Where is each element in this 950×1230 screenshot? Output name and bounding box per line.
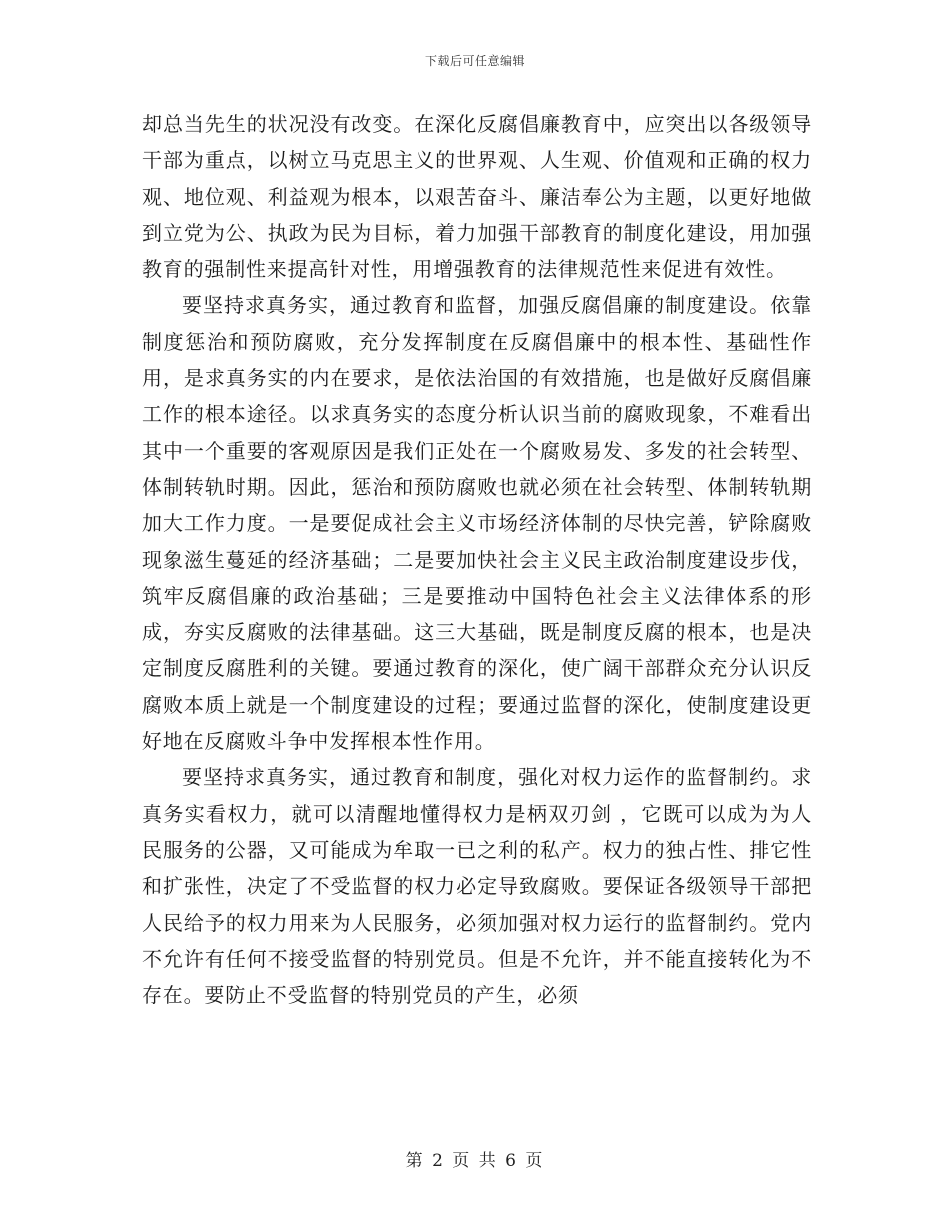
paragraph-1: 却总当先生的状况没有改变。在深化反腐倡廉教育中，应突出以各级领导干部为重点，以树立马克思主义的世界观、人生观、价值观和正确的权力观、地位观、利益观为根本，以艰苦奋斗、廉洁奉公为主题，以更好地做到立党为公、执政为民为目标，着力加强干部教育的制度化建设，用加强教育的强制性来提高针对性，用增强教育的法律规范性来促进有效性。 bbox=[142, 112, 812, 282]
page-number: 第 2 页 共 6 页 bbox=[405, 1151, 545, 1171]
paragraph-2: 要坚持求真务实，通过教育和监督，加强反腐倡廉的制度建设。依靠制度惩治和预防腐败，充分发挥制度在反腐倡廉中的根本性、基础性作用，是求真务实的内在要求，是依法治国的有效措施，也是做好反腐倡廉工作的根本途径。以求真务实的态度分析认识当前的腐败现象，不难看出其中一个重要的客观原因是我们正处在一个腐败易发、多发的社会转型、体制转轨时期。因此，惩治和预防腐败也就必须在社会转型、体制转轨期加大工作力度。一是要促成社会主义市场经济体制的尽快完善，铲除腐败现象滋生蔓延的经济基础；二是要加快社会主义民主政治制度建设步伐，筑牢反腐倡廉的政治基础；三是要推动中国特色社会主义法律体系的形成，夯实反腐败的法律基础。这三大基础，既是制度反腐的根本，也是决定制度反腐胜利的关键。要通过教育的深化，使广阔干部群众充分认识反腐败本质上就是一个制度建设的过程；要通过监督的深化，使制度建设更好地在反腐败斗争中发挥根本性作用。 bbox=[142, 293, 812, 754]
document-body bbox=[142, 106, 812, 1013]
paragraph-3: 要坚持求真务实，通过教育和制度，强化对权力运作的监督制约。求真务实看权力，就可以清醒地懂得权力是柄双刃剑 ，它既可以成为为人民服务的公器，又可能成为牟取一已之利的私产。权力的独占性、排它性和扩张性，决定了不受监督的权力必定导致腐败。要保证各级领导干部把人民给予的权力用来为人民服务，必须加强对权力运行的监督制约。党内不允许有任何不接受监督的特别党员。但是不允许，并不能直接转化为不存在。要防止不受监督的特别党员的产生，必须 bbox=[142, 765, 812, 1008]
page-header-note: 下载后可任意编辑 bbox=[424, 54, 525, 68]
